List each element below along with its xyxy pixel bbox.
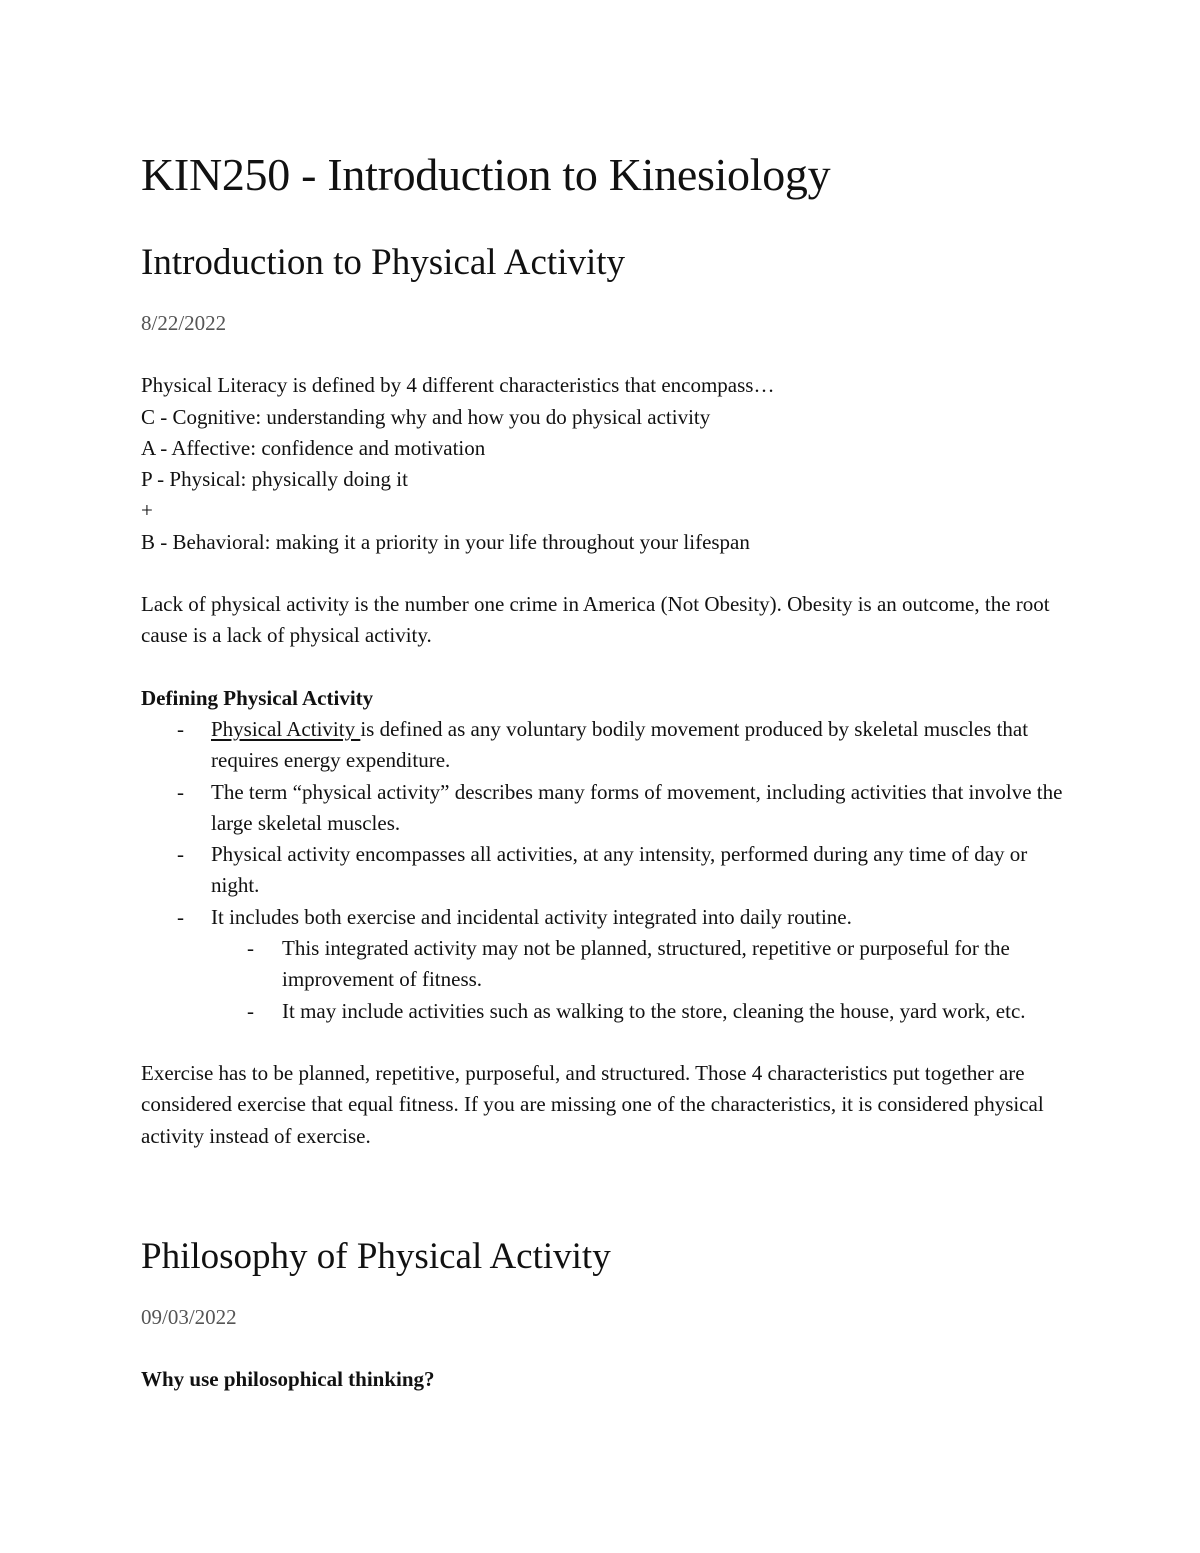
list-item <box>141 839 1066 902</box>
bullet-text: is defined as any voluntary bodily movement produced by skeletal muscles that requires energy expenditure. <box>211 716 1029 773</box>
list-item <box>141 933 1066 996</box>
literacy-line-plus: + <box>141 498 153 523</box>
list-item <box>141 996 1066 1027</box>
dash-bullet: - <box>177 842 184 867</box>
literacy-line-cognitive: C - Cognitive: understanding why and how you do physical activity <box>141 404 711 429</box>
section-heading-intro: Introduction to Physical Activity <box>141 242 626 283</box>
dash-bullet: - <box>177 779 184 804</box>
list-item <box>141 714 1066 777</box>
dash-bullet: - <box>247 998 254 1023</box>
section-heading-philosophy: Philosophy of Physical Activity <box>141 1235 611 1277</box>
dash-bullet: - <box>247 936 254 961</box>
list-item <box>141 902 1066 933</box>
sub-bullet-text: It may include activities such as walking to the store, cleaning the house, yard work, etc. <box>282 998 1026 1023</box>
literacy-line-physical: P - Physical: physically doing it <box>141 467 408 492</box>
defining-heading: Defining Physical Activity <box>141 685 374 710</box>
term-physical-activity: Physical Activity <box>211 716 361 741</box>
literacy-line-affective: A - Affective: confidence and motivation <box>141 435 486 460</box>
section-date-intro: 8/22/2022 <box>141 311 227 335</box>
lack-paragraph: Lack of physical activity is the number one crime in America (Not Obesity). Obesity is an outcome, the root cause is a lack of physical activity. <box>141 592 1050 648</box>
literacy-intro: Physical Literacy is defined by 4 different characteristics that encompass… <box>141 373 775 398</box>
literacy-block <box>141 370 1066 558</box>
defining-bullet-list <box>141 714 1066 1027</box>
exercise-paragraph: Exercise has to be planned, repetitive, purposeful, and structured. Those 4 characteristics put together are considered exercise that equal fitness. If you are missing one of the characteristics, it is considered physical activity instead of exercise. <box>141 1060 1044 1148</box>
list-item <box>141 777 1066 840</box>
philosophy-subheading: Why use philosophical thinking? <box>141 1367 435 1392</box>
document-title: KIN250 - Introduction to Kinesiology <box>141 149 831 200</box>
dash-bullet: - <box>177 716 184 741</box>
sub-bullet-text: This integrated activity may not be planned, structured, repetitive or purposeful for the improvement of fitness. <box>282 936 1010 992</box>
document-content <box>141 140 1066 1395</box>
literacy-line-behavioral: B - Behavioral: making it a priority in your life throughout your lifespan <box>141 529 750 554</box>
bullet-text: It includes both exercise and incidental activity integrated into daily routine. <box>211 904 852 929</box>
bullet-text: The term “physical activity” describes many forms of movement, including activities that involve the large skeletal muscles. <box>211 779 1063 835</box>
bullet-text: Physical activity encompasses all activities, at any intensity, performed during any time of day or night. <box>211 842 1028 898</box>
dash-bullet: - <box>177 904 184 929</box>
section-date-philosophy: 09/03/2022 <box>141 1304 237 1329</box>
